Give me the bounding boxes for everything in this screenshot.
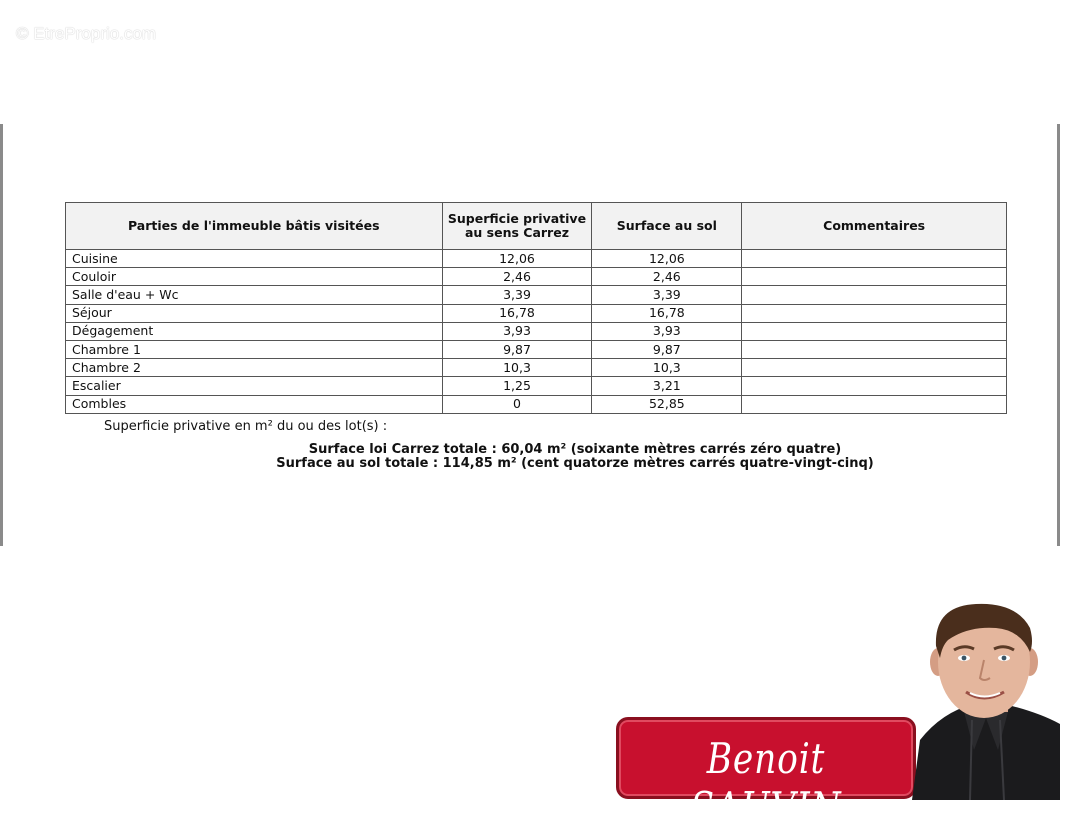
table-row [66,395,1007,413]
cell-sol: 2,46 [592,268,742,286]
cell-sol: 16,78 [592,304,742,322]
cell-sol: 52,85 [592,395,742,413]
cell-comment [742,395,1007,413]
watermark: © EtreProprio.com [16,24,157,43]
cell-sol: 10,3 [592,359,742,377]
cell-comment [742,268,1007,286]
cell-carrez: 10,3 [442,359,592,377]
page-edge-right [1057,124,1060,546]
cell-comment [742,322,1007,340]
table-row [66,359,1007,377]
cell-carrez: 12,06 [442,250,592,268]
page-edge-left [0,124,3,546]
cell-comment [742,286,1007,304]
cell-carrez: 9,87 [442,340,592,358]
cell-room: Séjour [66,304,443,322]
header-sol: Surface au sol [592,203,742,250]
cell-sol: 3,39 [592,286,742,304]
surface-footer-label: Superficie privative en m² du ou des lot(s) : [104,419,388,434]
agent-name-card [616,717,916,832]
cell-carrez: 3,39 [442,286,592,304]
cell-carrez: 1,25 [442,377,592,395]
header-comments: Commentaires [742,203,1007,250]
cell-room: Chambre 2 [66,359,443,377]
surface-table [65,202,1007,414]
cell-comment [742,250,1007,268]
cell-sol: 3,21 [592,377,742,395]
cell-room: Chambre 1 [66,340,443,358]
cell-room: Combles [66,395,443,413]
header-room: Parties de l'immeuble bâtis visitées [66,203,443,250]
table-row [66,304,1007,322]
cell-room: Escalier [66,377,443,395]
cell-room: Dégagement [66,322,443,340]
cell-carrez: 2,46 [442,268,592,286]
cell-carrez: 0 [442,395,592,413]
cell-sol: 12,06 [592,250,742,268]
table-row [66,340,1007,358]
table-row [66,250,1007,268]
cell-comment [742,340,1007,358]
table-header-row [66,203,1007,250]
table-row [66,268,1007,286]
agent-name: Benoit SAUVIN [690,734,842,832]
cell-room: Salle d'eau + Wc [66,286,443,304]
cell-room: Cuisine [66,250,443,268]
cell-comment [742,304,1007,322]
table-row [66,377,1007,395]
cell-sol: 9,87 [592,340,742,358]
total-sol: Surface au sol totale : 114,85 m² (cent quatorze mètres carrés quatre-vingt-cinq) [276,456,874,471]
cell-carrez: 16,78 [442,304,592,322]
cell-room: Couloir [66,268,443,286]
header-carrez: Superficie privative au sens Carrez [442,203,592,250]
total-carrez: Surface loi Carrez totale : 60,04 m² (soixante mètres carrés zéro quatre) [308,442,842,457]
cell-sol: 3,93 [592,322,742,340]
cell-carrez: 3,93 [442,322,592,340]
table-row [66,286,1007,304]
cell-comment [742,359,1007,377]
cell-comment [742,377,1007,395]
table-row [66,322,1007,340]
agent-portrait [912,600,1060,800]
